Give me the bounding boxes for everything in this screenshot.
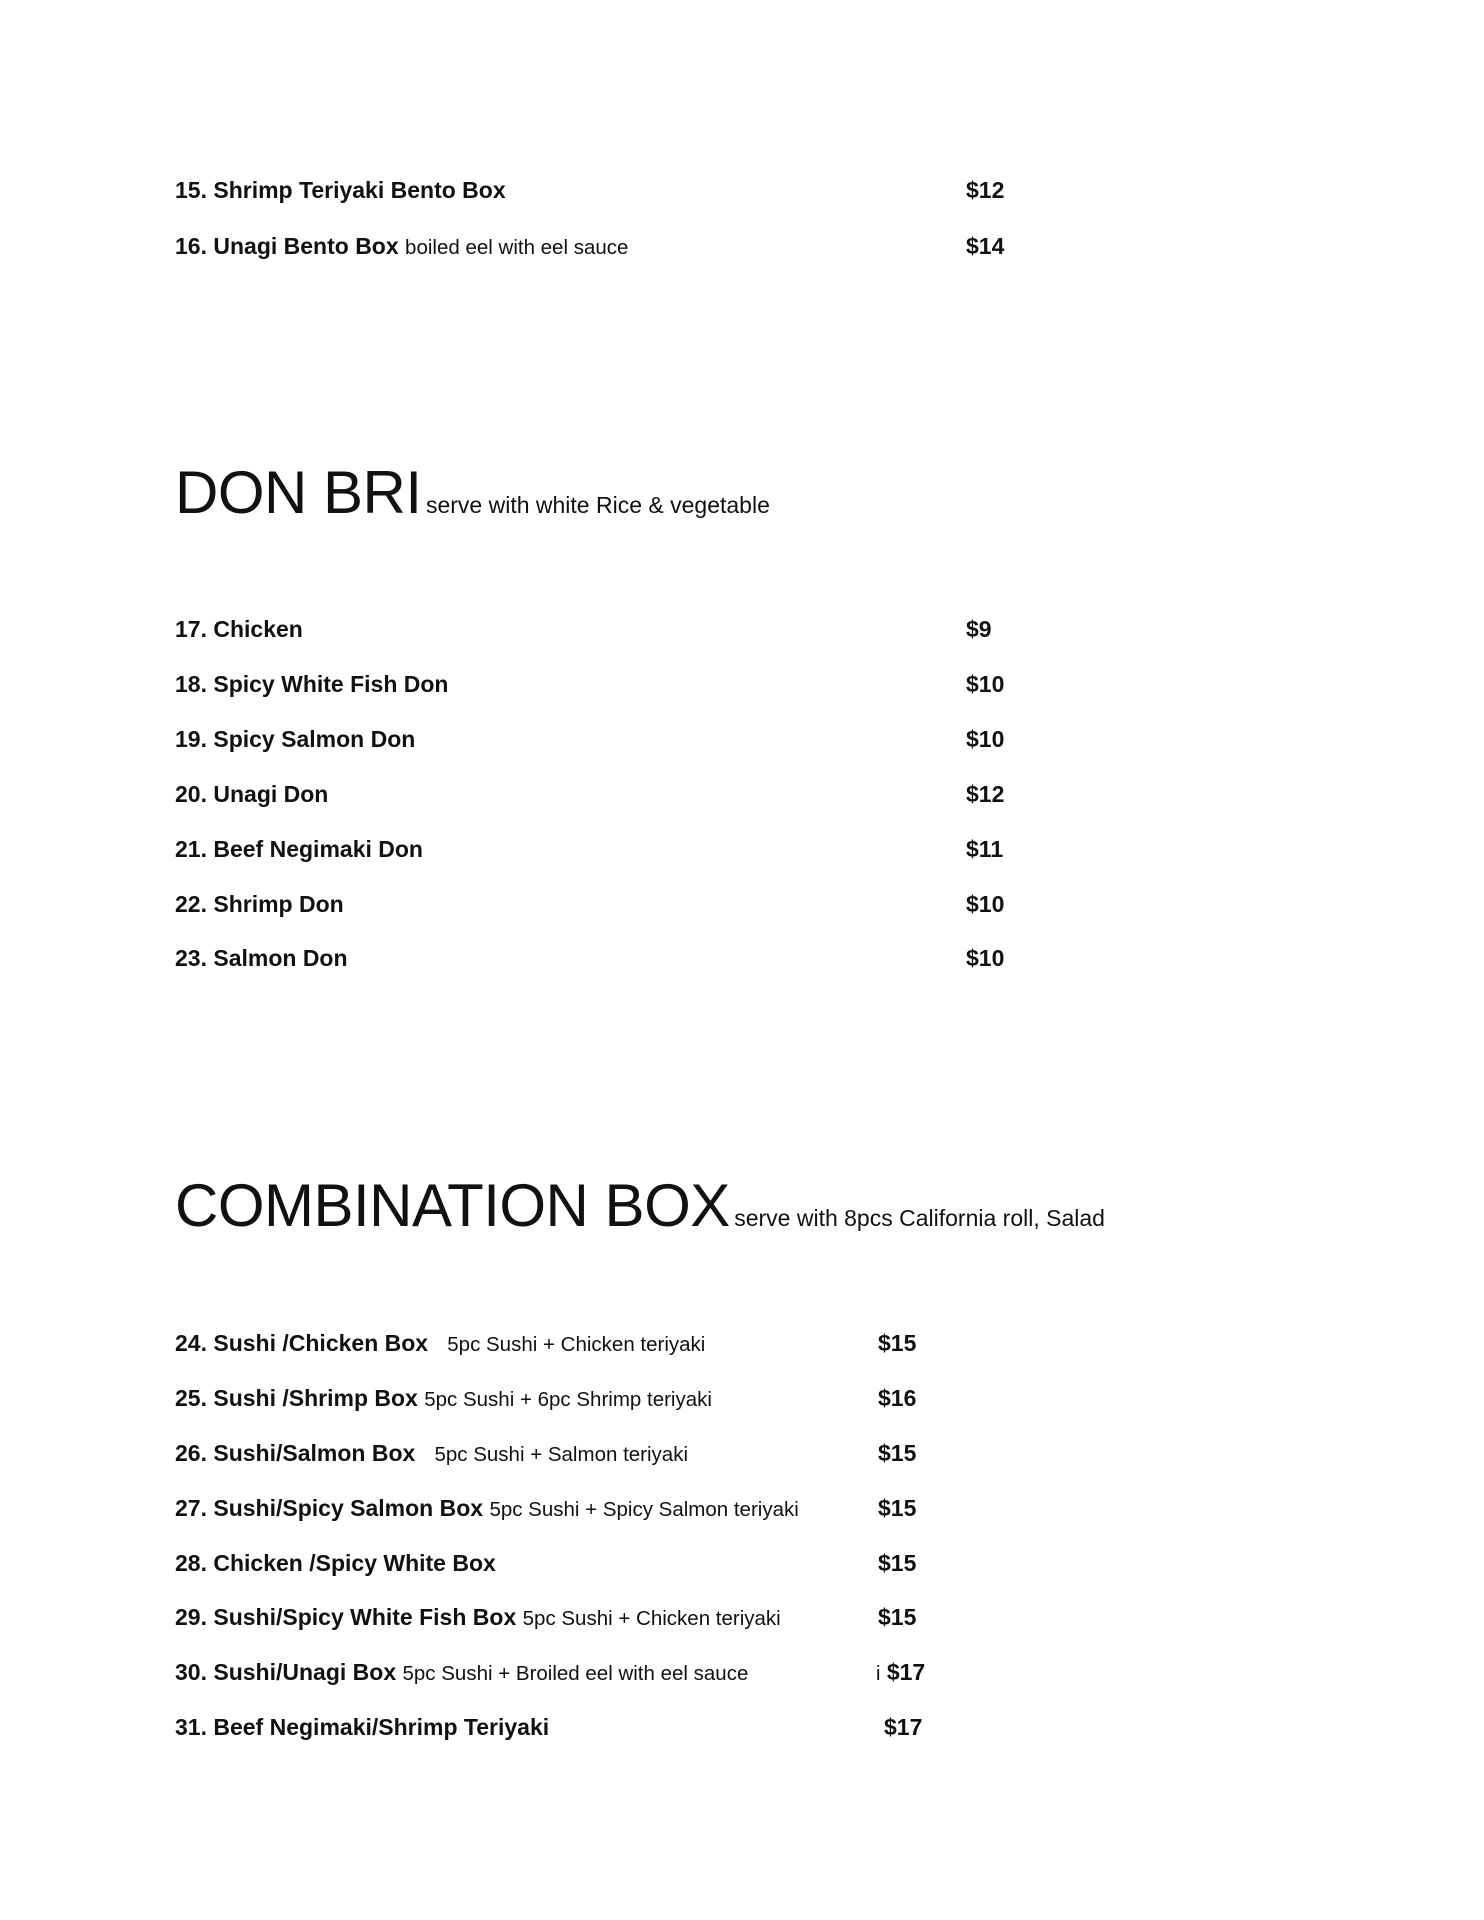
item-description: 5pc Sushi + 6pc Shrimp teriyaki [424,1388,712,1411]
item-price-23: $10 [966,945,1005,971]
price-value: $17 [886,1659,926,1685]
item-price-22: $10 [966,891,1005,917]
item-price-25: $16 [878,1385,917,1411]
item-name: 18. Spicy White Fish Don [175,671,449,697]
item-name: 19. Spicy Salmon Don [175,726,416,752]
menu-item-15 [175,173,506,207]
item-name: 23. Salmon Don [175,945,348,971]
section-subtitle: serve with 8pcs California roll, Salad [734,1205,1105,1231]
menu-item-16 [175,229,628,263]
menu-item-26 [175,1436,688,1470]
item-price-26: $15 [878,1440,917,1466]
item-price-20: $12 [966,781,1005,807]
section-title: DON BRI [175,459,422,526]
item-name: 24. Sushi /Chicken Box [175,1330,429,1356]
menu-item-20 [175,777,328,811]
item-description: 5pc Sushi + Chicken teriyaki [522,1607,781,1630]
item-description: 5pc Sushi + Salmon teriyaki [434,1443,688,1466]
item-name: 27. Sushi/Spicy Salmon Box [175,1495,484,1521]
item-description: 5pc Sushi + Broiled eel with eel sauce [402,1662,749,1685]
menu-item-17 [175,612,303,646]
menu-item-18 [175,667,448,701]
item-price-30 [876,1655,925,1689]
item-price-27: $15 [878,1495,917,1521]
item-price-18: $10 [966,671,1005,697]
item-price-15: $12 [966,177,1005,203]
item-name: 21. Beef Negimaki Don [175,836,423,862]
item-description: 5pc Sushi + Spicy Salmon teriyaki [489,1498,799,1521]
item-price-17: $9 [966,616,992,642]
item-name: 26. Sushi/Salmon Box [175,1440,416,1466]
menu-item-24 [175,1326,705,1360]
item-name: 28. Chicken /Spicy White Box [175,1550,496,1576]
menu-item-21 [175,832,423,866]
item-price-24: $15 [878,1330,917,1356]
item-description: boiled eel with eel sauce [405,236,629,259]
item-price-21: $11 [966,836,1004,862]
item-name: 25. Sushi /Shrimp Box [175,1385,418,1411]
menu-item-30 [175,1655,748,1689]
item-price-19: $10 [966,726,1005,752]
menu-item-19 [175,722,415,756]
item-name: 16. Unagi Bento Box [175,233,399,259]
menu-item-22 [175,887,344,921]
section-heading-don-bri [175,459,770,526]
item-name: 22. Shrimp Don [175,891,344,917]
item-price-31: $17 [884,1714,923,1740]
item-name: 29. Sushi/Spicy White Fish Box [175,1604,517,1630]
section-subtitle: serve with white Rice & vegetable [425,492,770,518]
menu-item-25 [175,1381,712,1415]
item-name: 30. Sushi/Unagi Box [175,1659,397,1685]
item-price-28: $15 [878,1550,917,1576]
menu-item-23 [175,941,348,975]
item-name: 15. Shrimp Teriyaki Bento Box [175,177,506,203]
item-price-16: $14 [966,233,1005,259]
item-description: 5pc Sushi + Chicken teriyaki [447,1333,706,1356]
item-price-29: $15 [878,1604,917,1630]
menu-item-29 [175,1600,781,1634]
item-name: 20. Unagi Don [175,781,329,807]
menu-item-28 [175,1546,496,1580]
menu-item-27 [175,1491,799,1525]
item-name: 31. Beef Negimaki/Shrimp Teriyaki [175,1714,550,1740]
section-heading-combination-box [175,1172,1105,1239]
price-prefix-mark: i [876,1663,881,1685]
menu-item-31 [175,1710,549,1744]
item-name: 17. Chicken [175,616,303,642]
section-title: COMBINATION BOX [175,1172,730,1239]
